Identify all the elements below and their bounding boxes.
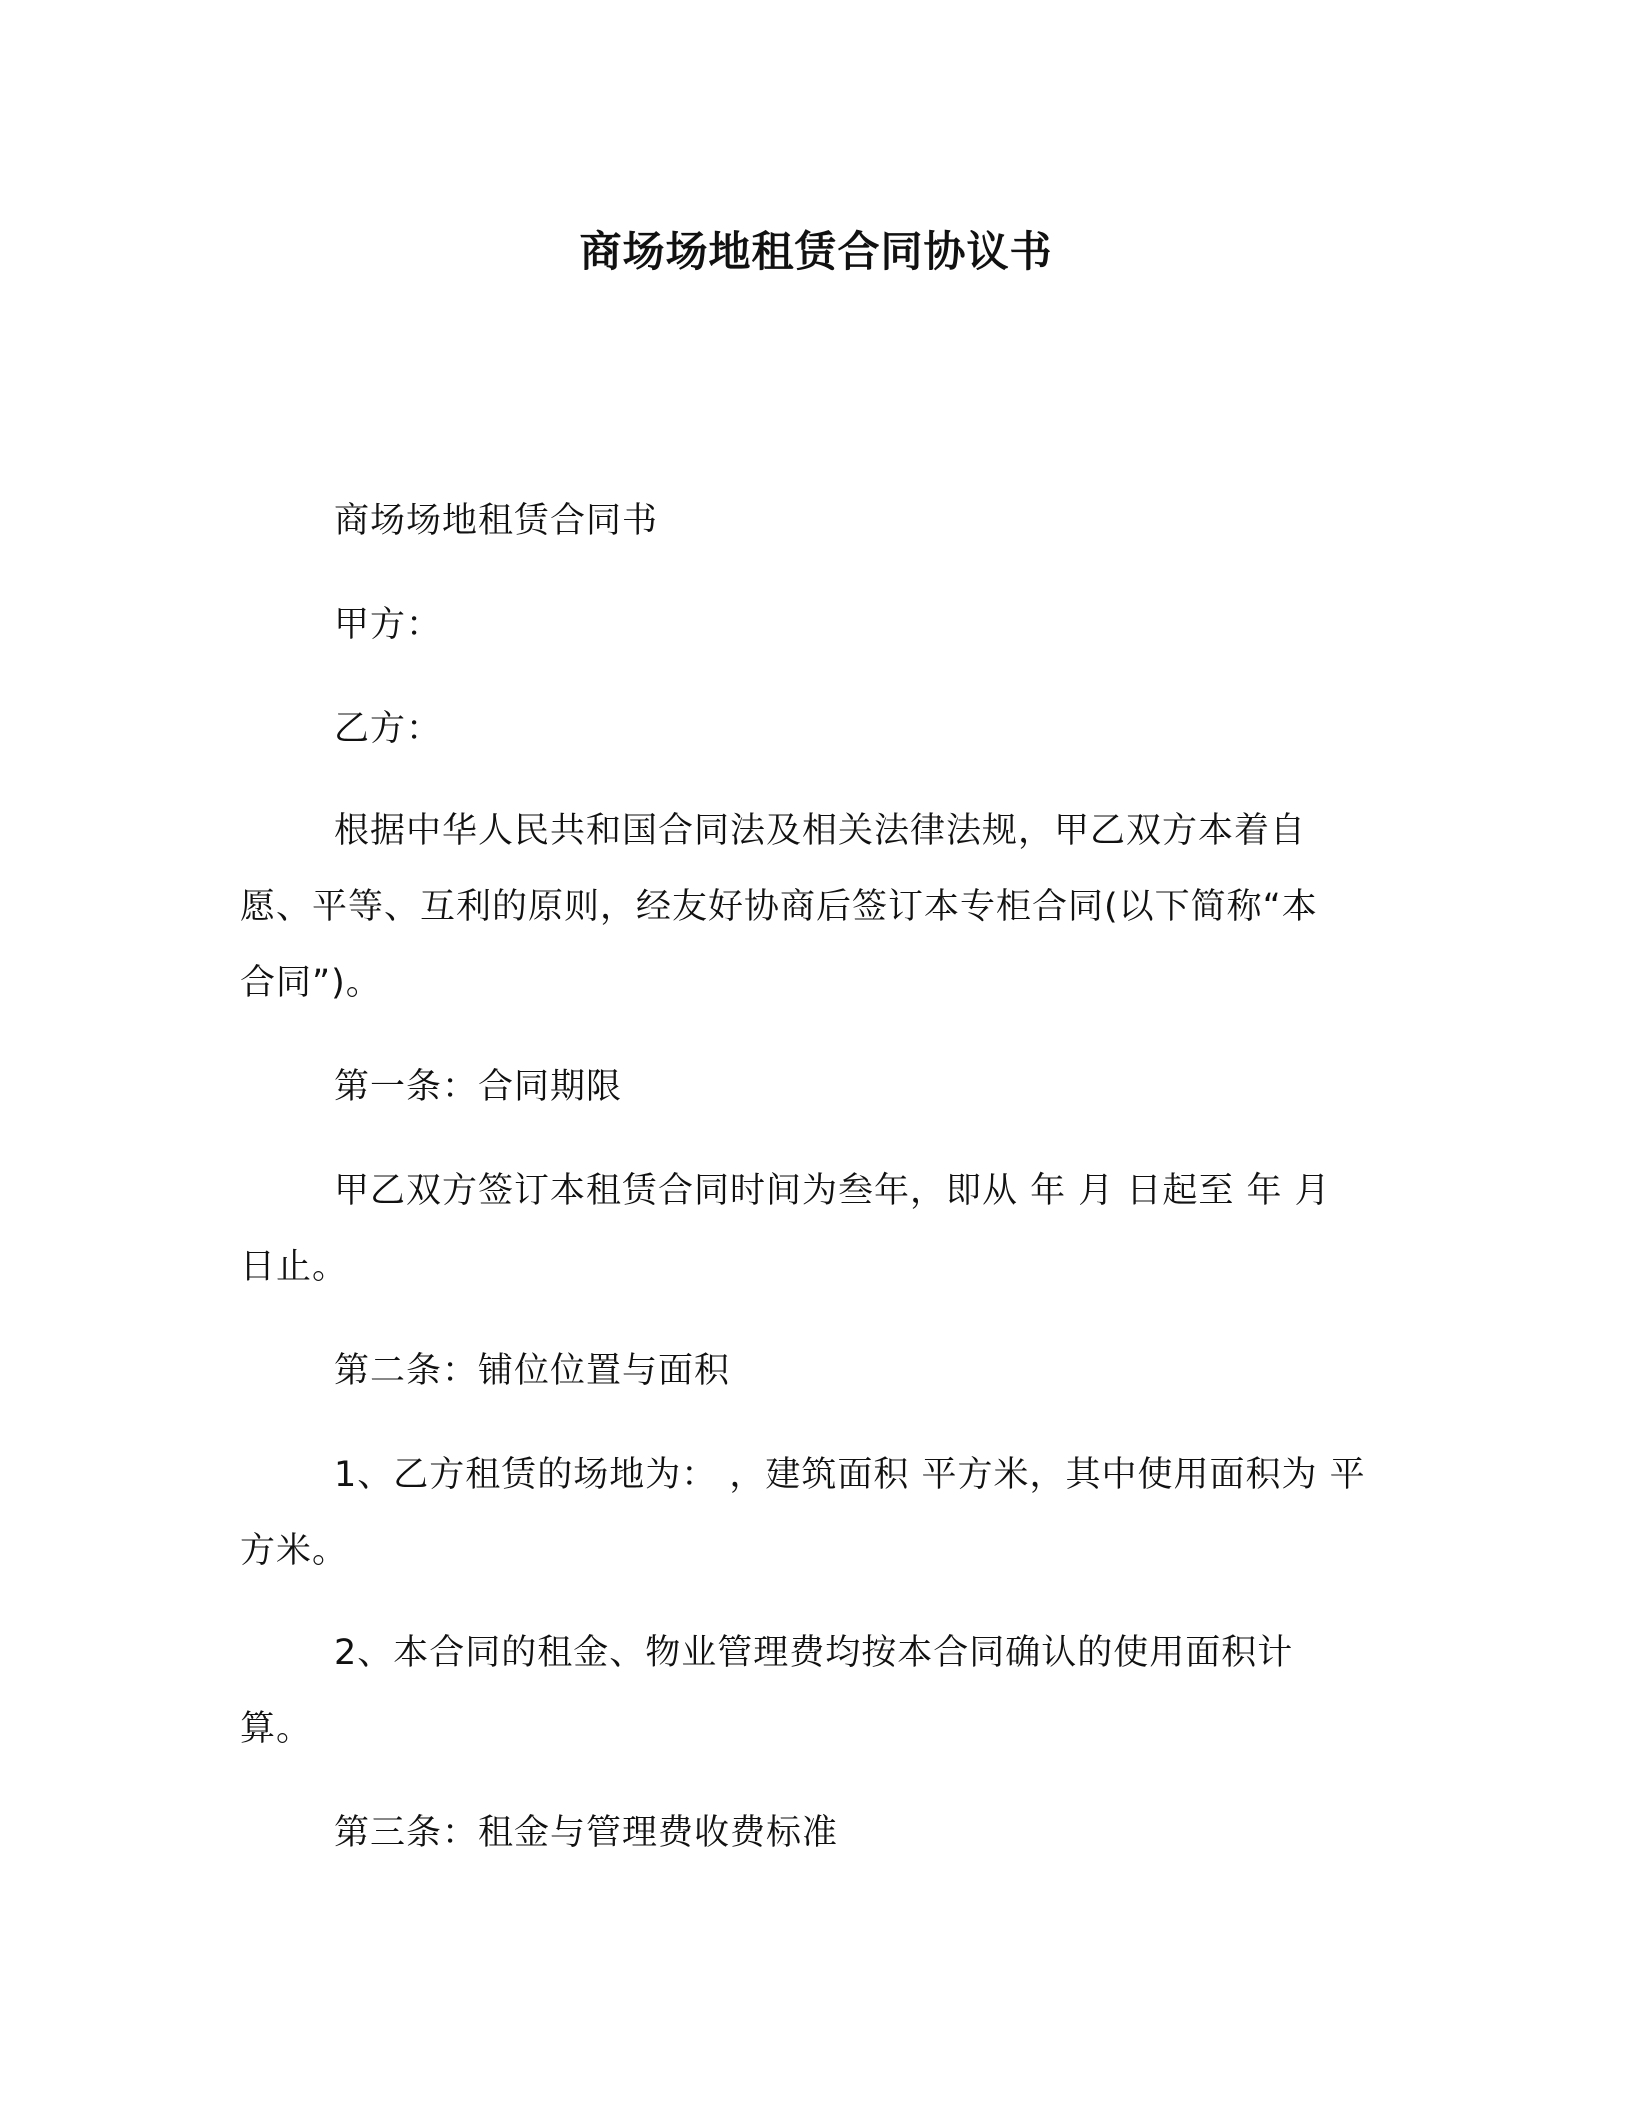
- article-1-line-2: 日止。: [240, 1247, 349, 1287]
- article-1-line-1: 甲乙双方签订本租赁合同时间为叁年，即从 年 月 日起至 年 月: [334, 1171, 1331, 1211]
- preamble-line-2: 愿、平等、互利的原则，经友好协商后签订本专柜合同(以下简称“本: [240, 887, 1318, 927]
- subtitle-line: 商场场地租赁合同书: [334, 501, 659, 541]
- preamble-line-1: 根据中华人民共和国合同法及相关法律法规，甲乙双方本着自: [334, 811, 1307, 851]
- article-2-heading: 第二条：铺位位置与面积: [334, 1351, 731, 1391]
- party-a-line: 甲方：: [334, 605, 443, 645]
- article-2-item-1-line-2: 方米。: [240, 1531, 349, 1571]
- article-2-item-2-line-1: 2、本合同的租金、物业管理费均按本合同确认的使用面积计: [334, 1633, 1294, 1673]
- article-2-item-1-line-1: 1、乙方租赁的场地为： ，建筑面积 平方米，其中使用面积为 平: [334, 1455, 1366, 1495]
- party-b-line: 乙方：: [334, 709, 443, 749]
- preamble-line-3: 合同”)。: [240, 963, 382, 1003]
- document-title: 商场场地租赁合同协议书: [579, 227, 1053, 276]
- article-3-heading: 第三条：租金与管理费收费标准: [334, 1813, 839, 1853]
- article-1-heading: 第一条：合同期限: [334, 1067, 623, 1107]
- article-2-item-2-line-2: 算。: [240, 1709, 313, 1749]
